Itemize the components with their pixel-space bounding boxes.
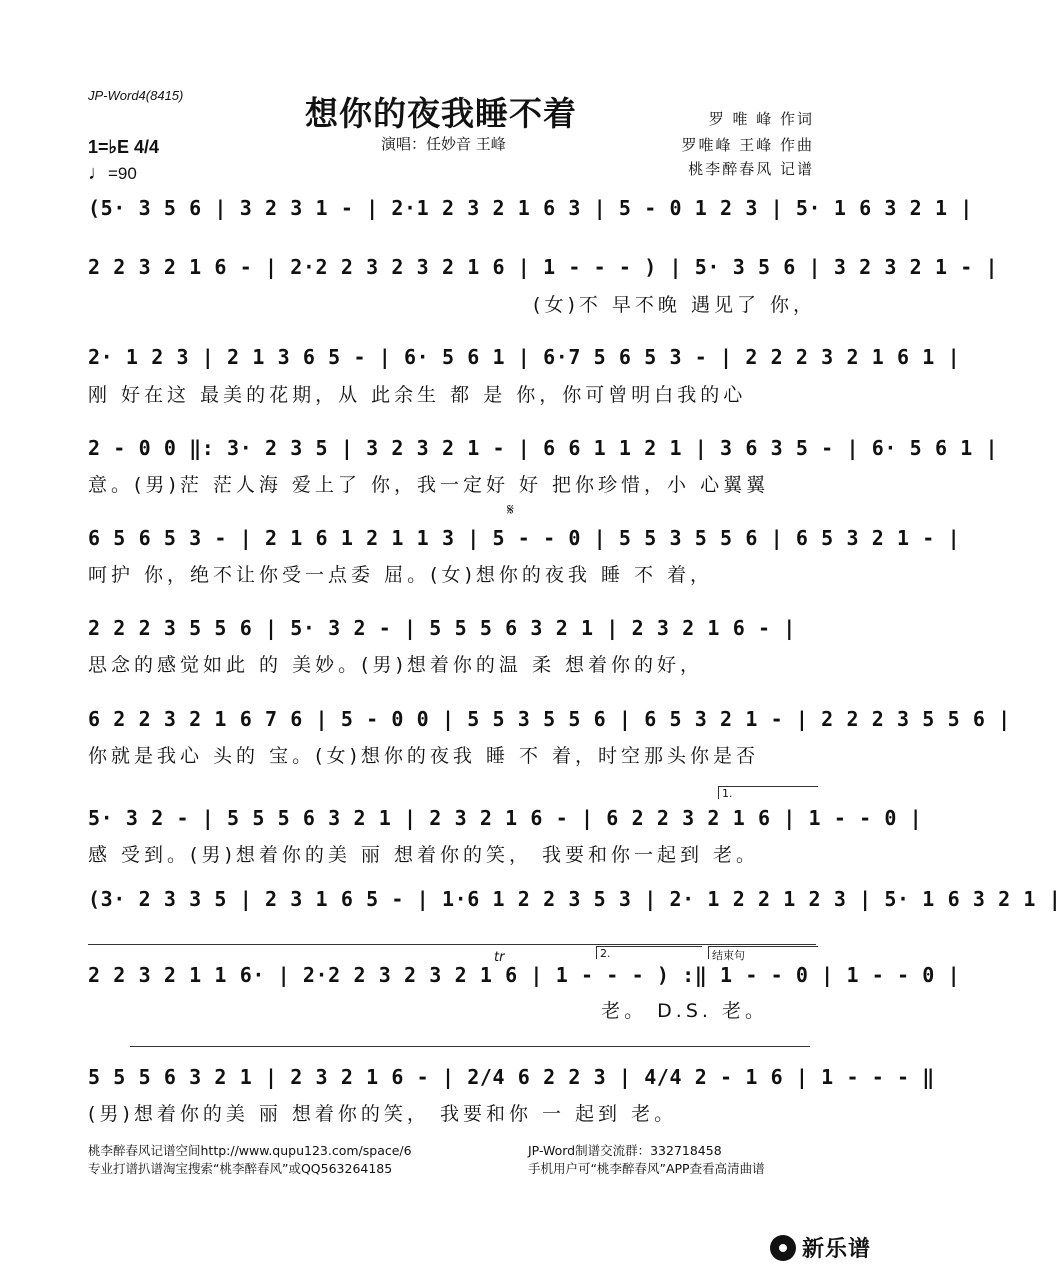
footer-app-text: 手机用户可“桃李醉春风”APP查看高清曲谱	[528, 1161, 765, 1176]
lyric-line-11: (男)想着你的美 丽 想着你的笑， 我要和你 一 起到 老。	[88, 1103, 678, 1125]
music-line-2: 2 2 3 2 1 6 - | 2·2 2 3 2 3 2 1 6 | 1 - - - ) | 5· 3 5 6 | 3 2 3 2 1 - |	[88, 255, 999, 279]
key-signature: 1=♭E 4/4	[88, 137, 160, 157]
trill-mark: tr	[494, 950, 505, 965]
lyric-line-5: 呵护 你，绝不让你受一点委 屈。(女)想你的夜我 睡 不 着，	[88, 564, 714, 586]
lyric-line-3: 刚 好在这 最美的花期，从 此余生 都 是 你，你可曾明白我的心	[88, 384, 747, 406]
lyric-line-4: 意。(男)茫 茫人海 爱上了 你，我一定好 好 把你珍惜，小 心翼翼	[88, 474, 770, 496]
music-line-11: 5 5 5 6 3 2 1 | 2 3 2 1 6 - | 2/4 6 2 2 3 | 4/4 2 - 1 6 | 1 - - - ‖	[88, 1065, 935, 1089]
footer-shop-text: 专业打谱扒谱淘宝搜索“桃李醉春风”或QQ563264185	[88, 1161, 393, 1176]
record-disc-icon	[770, 1235, 796, 1261]
logo-name: 新乐谱	[802, 1237, 872, 1262]
music-line-5: 6 5 6 5 3 - | 2 1 6 1 2 1 1 3 | 5 - - 0 | 5 5 3 5 5 6 | 6 5 3 2 1 - |	[88, 526, 961, 550]
footer-group-text: JP-Word制谱交流群：332718458	[528, 1143, 722, 1158]
tempo-marking	[88, 162, 137, 185]
composer-credit: 罗唯峰 王峰 作曲	[681, 136, 814, 154]
music-line-9: (3· 2 3 3 5 | 2 3 1 6 5 - | 1·6 1 2 2 3 5 3 | 2· 1 2 2 1 2 3 | 5· 1 6 3 2 1 |	[88, 887, 1061, 911]
ending-bracket	[708, 946, 818, 962]
lyric-line-6: 思念的感觉如此 的 美妙。(男)想着你的温 柔 想着你的好，	[88, 654, 703, 676]
lyric-line-7: 你就是我心 头的 宝。(女)想你的夜我 睡 不 着，时空那头你是否	[88, 745, 760, 767]
music-line-10: 2 2 3 2 1 1 6· | 2·2 2 3 2 3 2 1 6 | 1 - - - ) :‖ 1 - - 0 | 1 - - 0 |	[88, 963, 961, 987]
lyric-line-2: (女)不 早不晚 遇见了 你，	[533, 294, 816, 316]
music-line-1: (5· 3 5 6 | 3 2 3 1 - | 2·1 2 3 2 1 6 3 | 5 - 0 1 2 3 | 5· 1 6 3 2 1 |	[88, 196, 973, 220]
music-line-3: 2· 1 2 3 | 2 1 3 6 5 - | 6· 5 6 1 | 6·7 5 6 5 3 - | 2 2 2 3 2 1 6 1 |	[88, 345, 961, 369]
music-line-7: 6 2 2 3 2 1 6 7 6 | 5 - 0 0 | 5 5 3 5 5 6 | 6 5 3 2 1 - | 2 2 2 3 5 5 6 |	[88, 707, 1011, 731]
footer-link-text[interactable]: 桃李醉春风记谱空间http://www.qupu123.com/space/6	[88, 1143, 412, 1158]
music-line-4: 2 - 0 0 ‖: 3· 2 3 5 | 3 2 3 2 1 - | 6 6 1 1 2 1 | 3 6 3 5 - | 6· 5 6 1 |	[88, 436, 999, 460]
lyric-line-10: 老。 D.S. 老。	[601, 1000, 768, 1022]
song-title: 想你的夜我睡不着	[305, 94, 577, 133]
transcriber-credit: 桃李醉春风 记谱	[688, 160, 814, 178]
quarter-note-icon: ♩	[88, 162, 108, 184]
coda-rule	[130, 1046, 810, 1047]
volta-2-label: 2.	[600, 947, 611, 960]
volta-2-bracket	[596, 946, 702, 959]
version-label: JP-Word4(8415)	[88, 88, 184, 103]
site-logo	[770, 1232, 871, 1263]
tempo-value: =90	[108, 164, 137, 183]
volta-1-bracket	[718, 786, 818, 799]
footer-left	[88, 1142, 412, 1178]
ending-label: 结束句	[712, 949, 745, 962]
music-line-8: 5· 3 2 - | 5 5 5 6 3 2 1 | 2 3 2 1 6 - | 6 2 2 3 2 1 6 | 1 - - 0 |	[88, 806, 923, 830]
lyricist-credit: 罗 唯 峰 作词	[708, 110, 814, 128]
music-line-6: 2 2 2 3 5 5 6 | 5· 3 2 - | 5 5 5 6 3 2 1 | 2 3 2 1 6 - |	[88, 616, 796, 640]
singer-credit: 演唱：任妙音 王峰	[381, 135, 506, 153]
footer-right	[528, 1142, 765, 1178]
system-rule	[88, 944, 816, 945]
lyric-line-8: 感 受到。(男)想着你的美 丽 想着你的笑， 我要和你一起到 老。	[88, 844, 760, 866]
volta-1-label: 1.	[722, 787, 733, 800]
segno-sign: 𝄋	[507, 500, 514, 519]
